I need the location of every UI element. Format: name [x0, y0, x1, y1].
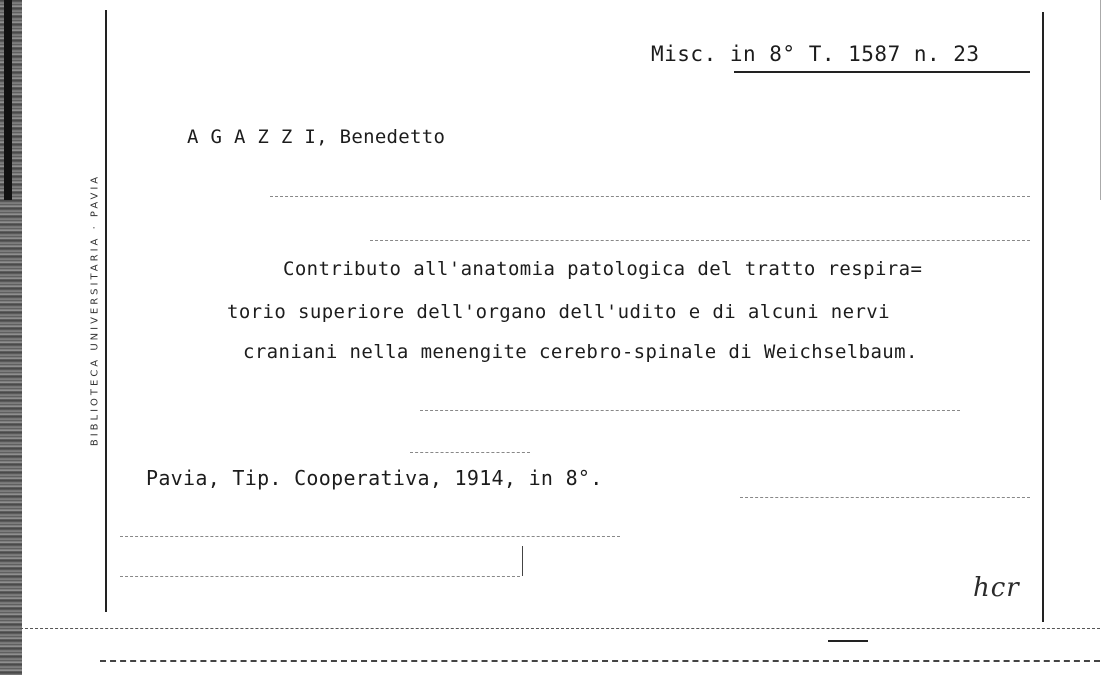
title-line-1: Contributo all'anatomia patologica del tratto respira=: [283, 258, 923, 280]
shelfmark: Misc. in 8° T. 1587 n. 23: [651, 42, 980, 66]
shelfmark-underline: [734, 71, 1030, 73]
guide-line: [270, 196, 1030, 197]
library-stamp: BIBLIOTECA UNIVERSITARIA · PAVIA: [89, 173, 101, 447]
guide-line: [740, 497, 1030, 498]
guide-line: [120, 576, 520, 577]
bottom-scan-line: [100, 660, 1100, 662]
title-line-3: craniani nella menengite cerebro-spinale di Weichselbaum.: [243, 341, 918, 363]
small-bracket: [522, 546, 523, 576]
scanned-edge-dark: [4, 0, 12, 200]
far-right-edge-rule: [1100, 0, 1101, 200]
guide-line: [120, 536, 620, 537]
right-vertical-rule: [1042, 12, 1044, 622]
bottom-scan-line: [20, 628, 1100, 629]
bottom-scan-mark: [828, 640, 868, 642]
guide-line: [420, 410, 960, 411]
author-name: A G A Z Z I, Benedetto: [187, 126, 446, 148]
title-line-2: torio superiore dell'organo dell'udito e di alcuni nervi: [227, 301, 890, 323]
guide-line: [370, 240, 1030, 241]
handwritten-note: hcr: [973, 573, 1020, 603]
guide-line: [410, 452, 530, 453]
left-vertical-rule: [105, 10, 107, 612]
imprint: Pavia, Tip. Cooperativa, 1914, in 8°.: [146, 466, 603, 490]
